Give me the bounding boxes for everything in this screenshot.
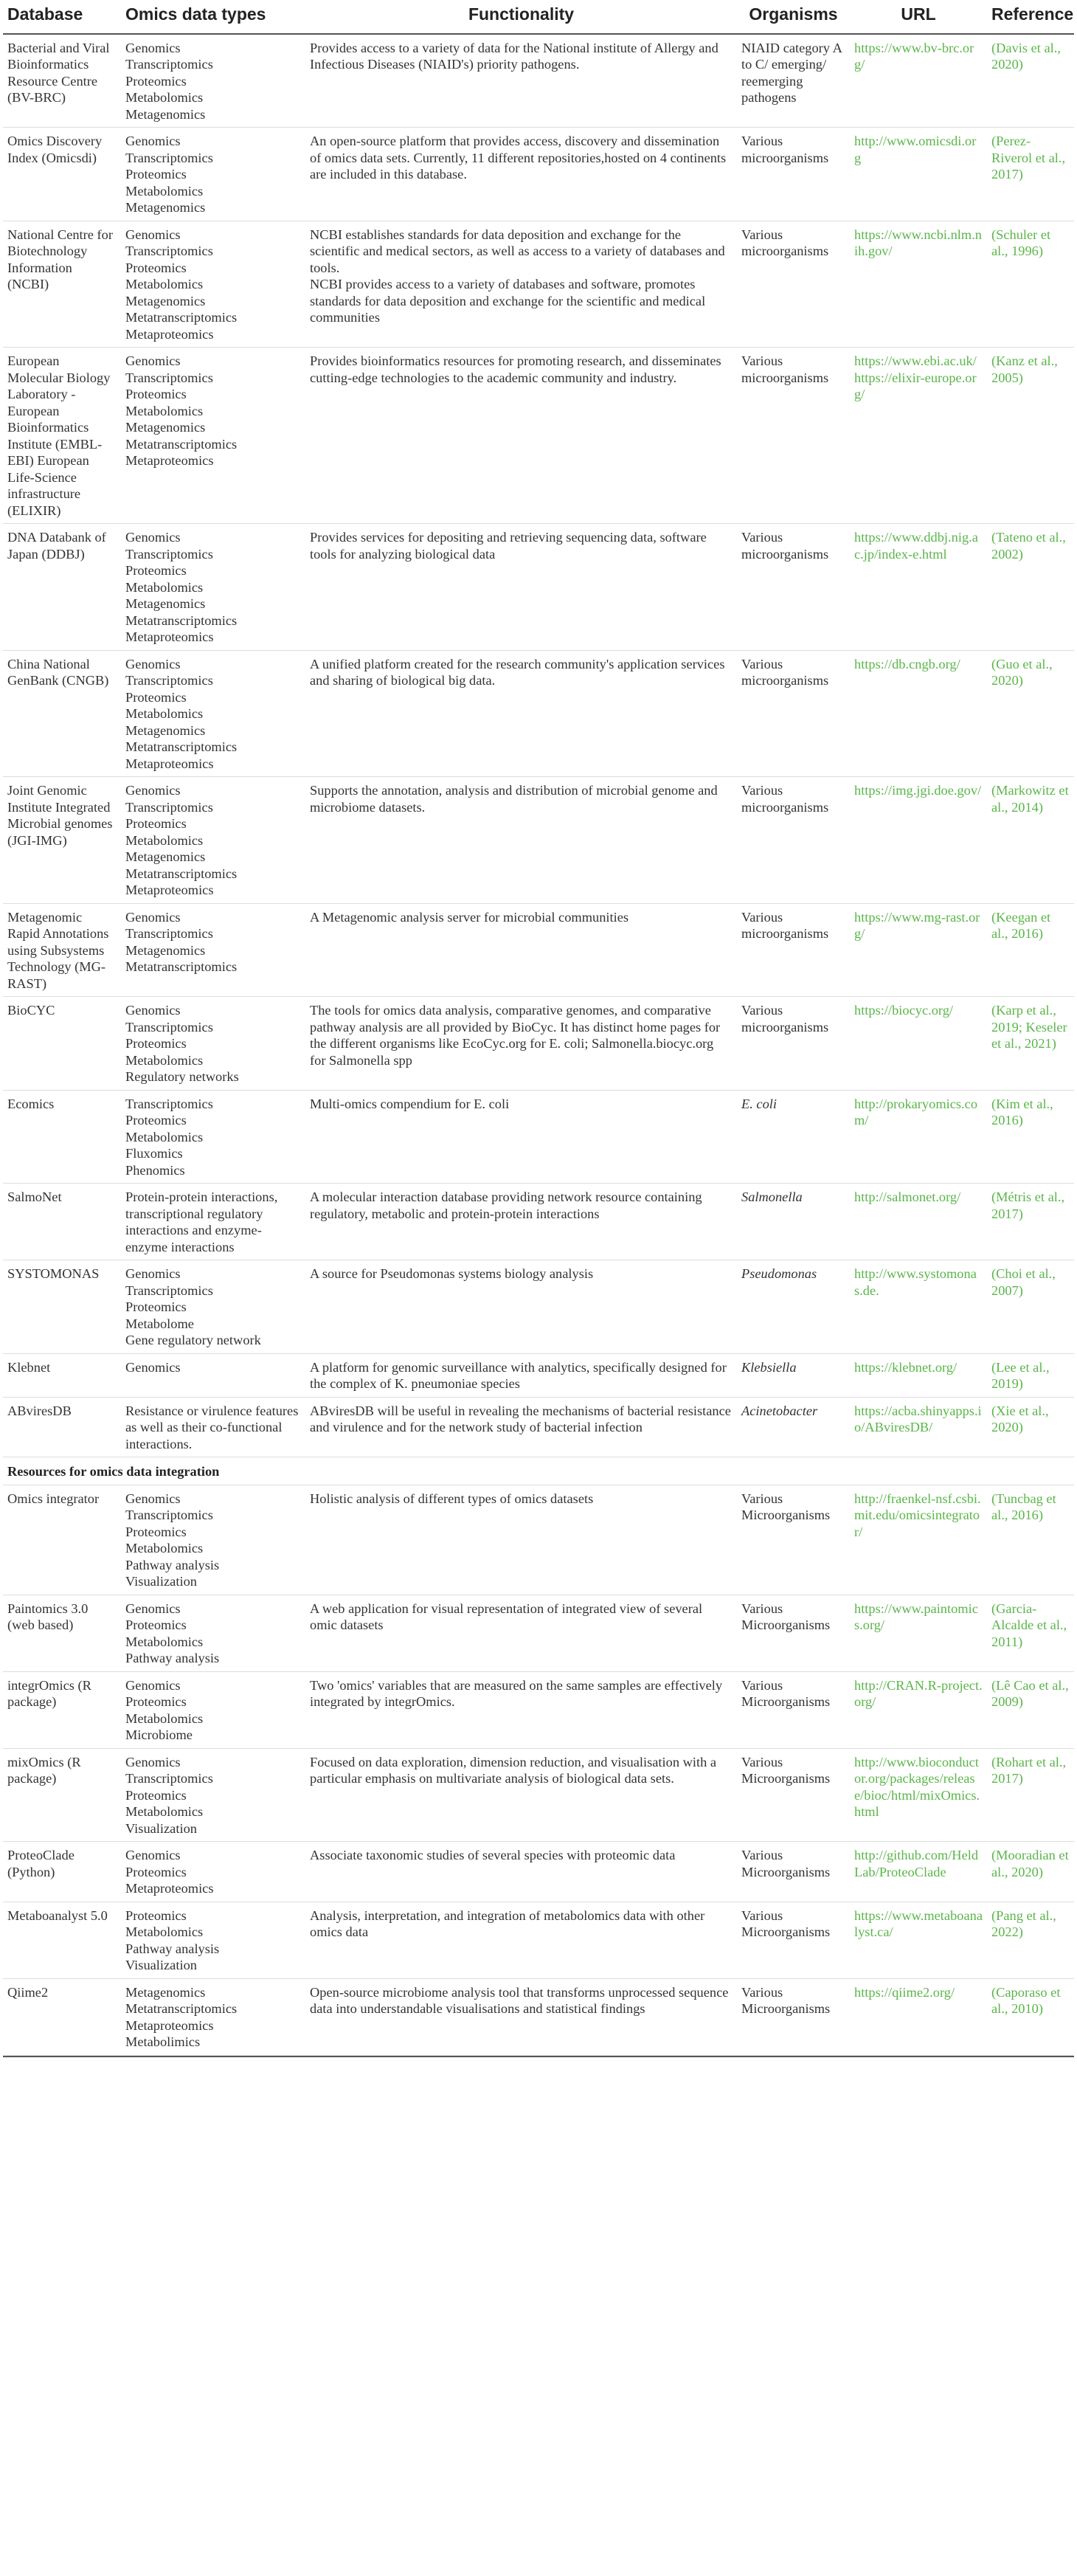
cell-url-link[interactable]: https://www.ebi.ac.uk/ https://elixir-europe.org/ — [850, 348, 987, 524]
omics-type: Metaproteomics — [125, 2017, 214, 2033]
cell-organisms: Various microorganisms — [737, 221, 850, 348]
omics-type: Genomics — [125, 1359, 181, 1375]
cell-url-link[interactable]: http://prokaryomics.com/ — [850, 1090, 987, 1184]
cell-functionality — [305, 1748, 737, 1842]
cell-functionality — [305, 777, 737, 904]
table-row — [3, 128, 1074, 221]
omics-type: Proteomics — [125, 1524, 187, 1539]
functionality-text: An open-source platform that provides access, discovery and dissemination of omics data sets. Currently, 11 different repositories,hosted on 4 continents are included in this database. — [310, 134, 727, 182]
omics-type: Transcriptomics — [125, 1282, 213, 1298]
cell-reference-link[interactable]: (Pang et al., 2022) — [987, 1902, 1074, 1978]
cell-omics-types — [121, 524, 305, 651]
omics-type: Metatranscriptomics — [125, 959, 238, 974]
cell-functionality — [305, 1485, 737, 1595]
cell-database: ABviresDB — [3, 1397, 121, 1457]
cell-database: Qiime2 — [3, 1978, 121, 2055]
cell-url-link[interactable]: http://www.systomonas.de. — [850, 1260, 987, 1354]
table-section-integration — [3, 1457, 1074, 1485]
omics-type: Metatranscriptomics — [125, 436, 238, 452]
omics-type: Genomics — [125, 1848, 181, 1862]
functionality-text: Two 'omics' variables that are measured on the same samples are effectively integrated by integrOmics. — [310, 1677, 723, 1709]
cell-omics-types — [121, 1748, 305, 1842]
cell-functionality — [305, 524, 737, 651]
header-organisms: Organisms — [737, 0, 850, 34]
cell-organisms: Various microorganisms — [737, 348, 850, 524]
cell-reference-link[interactable]: (Tateno et al., 2002) — [987, 524, 1074, 651]
omics-type: Genomics — [125, 134, 181, 148]
omics-type: Proteomics — [125, 1907, 187, 1923]
cell-functionality — [305, 128, 737, 221]
table-row — [3, 650, 1074, 777]
omics-type: Metabolomics — [125, 1924, 204, 1939]
omics-type: Metabolomics — [125, 90, 204, 105]
omics-type: Fluxomics — [125, 1146, 183, 1161]
cell-reference-link[interactable]: (Rohart et al., 2017) — [987, 1748, 1074, 1842]
omics-type: Transcriptomics — [125, 799, 213, 815]
omics-type: Transcriptomics — [125, 673, 213, 688]
omics-type: Proteomics — [125, 563, 187, 578]
omics-type: Metagenomics — [125, 722, 206, 738]
cell-url-link[interactable]: https://www.ncbi.nlm.nih.gov/ — [850, 221, 987, 348]
cell-organisms: Various Microorganisms — [737, 1902, 850, 1978]
omics-type: Pathway analysis — [125, 1941, 220, 1956]
omics-type: Metabolomics — [125, 1710, 204, 1726]
header-database: Database — [3, 0, 121, 34]
omics-type: Proteomics — [125, 689, 187, 705]
cell-omics-types — [121, 1671, 305, 1748]
omics-type: Metaproteomics — [125, 629, 214, 644]
cell-reference-link[interactable]: (Davis et al., 2020) — [987, 34, 1074, 128]
omics-type: Transcriptomics — [125, 57, 213, 72]
cell-url-link[interactable]: http://www.bioconductor.org/packages/release/bioc/html/mixOmics.html — [850, 1748, 987, 1842]
omics-type: Metagenomics — [125, 420, 206, 435]
omics-type: Proteomics — [125, 1036, 187, 1051]
omics-type: Metabolomics — [125, 579, 204, 595]
cell-url-link[interactable]: http://github.com/HeldLab/ProteoClade — [850, 1842, 987, 1902]
omics-type: Metabolomics — [125, 1804, 204, 1819]
omics-type: Metaproteomics — [125, 453, 214, 468]
cell-database: mixOmics (R package) — [3, 1748, 121, 1842]
cell-organisms: Various microorganisms — [737, 777, 850, 904]
cell-organisms: Various microorganisms — [737, 997, 850, 1091]
cell-functionality — [305, 1978, 737, 2055]
cell-functionality — [305, 1842, 737, 1902]
cell-functionality — [305, 1260, 737, 1354]
omics-type: Metabolomics — [125, 1634, 204, 1649]
omics-type: Transcriptomics — [125, 1096, 213, 1111]
cell-database: Bacterial and Viral Bioinformatics Resource Centre (BV-BRC) — [3, 34, 121, 128]
omics-type: Genomics — [125, 1491, 181, 1506]
omics-type: Proteomics — [125, 1694, 187, 1709]
cell-omics-types — [121, 1090, 305, 1184]
cell-database: Joint Genomic Institute Integrated Microbial genomes (JGI-IMG) — [3, 777, 121, 904]
omics-type: Metatranscriptomics — [125, 739, 238, 754]
omics-type: Proteomics — [125, 167, 187, 182]
cell-organisms: Acinetobacter — [737, 1397, 850, 1457]
cell-omics-types — [121, 997, 305, 1091]
cell-database: National Centre for Biotechnology Information (NCBI) — [3, 221, 121, 348]
functionality-text: Provides access to a variety of data for the National institute of Allergy and Infectious Diseases (NIAID's) priority pathogens. — [310, 40, 718, 72]
cell-organisms: Various microorganisms — [737, 650, 850, 777]
omics-type: Genomics — [125, 783, 181, 798]
table-row — [3, 1353, 1074, 1397]
cell-reference-link[interactable]: (Kim et al., 2016) — [987, 1090, 1074, 1184]
functionality-text: A source for Pseudomonas systems biology analysis — [310, 1266, 594, 1281]
omics-type: Proteomics — [125, 387, 187, 401]
cell-omics-types — [121, 1397, 305, 1457]
cell-organisms: Various Microorganisms — [737, 1978, 850, 2055]
functionality-text: Holistic analysis of different types of omics datasets — [310, 1491, 594, 1506]
cell-omics-types — [121, 1260, 305, 1354]
omics-type: Proteomics — [125, 1617, 187, 1632]
omics-type: Metagenomics — [125, 106, 206, 122]
cell-reference-link[interactable]: (Karp et al., 2019; Keseler et al., 2021) — [987, 997, 1074, 1091]
omics-type: Metabolomics — [125, 403, 204, 418]
cell-url-link[interactable]: https://qiime2.org/ — [850, 1978, 987, 2055]
table-row — [3, 1595, 1074, 1671]
table-row — [3, 524, 1074, 651]
cell-reference-link[interactable]: (Choi et al., 2007) — [987, 1260, 1074, 1354]
cell-database: ProteoClade (Python) — [3, 1842, 121, 1902]
cell-reference-link[interactable]: (Mooradian et al., 2020) — [987, 1842, 1074, 1902]
cell-omics-types — [121, 1485, 305, 1595]
cell-omics-types — [121, 1902, 305, 1978]
cell-url-link[interactable]: https://klebnet.org/ — [850, 1353, 987, 1397]
omics-type: Metabolomics — [125, 183, 204, 198]
omics-type: Resistance or virulence features as well as their co-functional interactions. — [125, 1403, 299, 1451]
cell-omics-types — [121, 128, 305, 221]
omics-type: Phenomics — [125, 1162, 185, 1178]
omics-type: Metabolimics — [125, 2034, 201, 2049]
cell-functionality — [305, 650, 737, 777]
functionality-text: A platform for genomic surveillance with analytics, specifically designed for the complex of K. pneumoniae species — [310, 1359, 727, 1391]
omics-type: Metagenomics — [125, 849, 206, 864]
omics-resources-table — [3, 0, 1074, 2056]
cell-organisms: Various microorganisms — [737, 128, 850, 221]
table-row — [3, 1397, 1074, 1457]
omics-type: Visualization — [125, 1574, 197, 1589]
cell-omics-types — [121, 777, 305, 904]
omics-type: Gene regulatory network — [125, 1333, 261, 1347]
omics-type: Proteomics — [125, 816, 187, 831]
omics-type: Proteomics — [125, 73, 187, 89]
cell-functionality — [305, 34, 737, 128]
cell-omics-types — [121, 1353, 305, 1397]
omics-type: Microbiome — [125, 1727, 193, 1742]
table-row — [3, 1090, 1074, 1184]
omics-type: Proteomics — [125, 260, 187, 275]
cell-organisms: Salmonella — [737, 1184, 850, 1260]
cell-database: Paintomics 3.0 (web based) — [3, 1595, 121, 1671]
cell-functionality — [305, 1671, 737, 1748]
cell-url-link[interactable]: http://fraenkel-nsf.csbi.mit.edu/omicsintegrator/ — [850, 1485, 987, 1595]
omics-type: Metabolomics — [125, 706, 204, 721]
cell-functionality — [305, 1902, 737, 1978]
cell-functionality — [305, 1184, 737, 1260]
header-omics: Omics data types — [121, 0, 305, 34]
table-bottom-rule — [3, 2056, 1074, 2057]
table-row — [3, 1902, 1074, 1978]
cell-url-link[interactable]: https://db.cngb.org/ — [850, 650, 987, 777]
functionality-text: ABviresDB will be useful in revealing the mechanisms of bacterial resistance and virulence and for the network study of bacterial infection — [310, 1403, 731, 1434]
omics-type: Metaproteomics — [125, 326, 214, 342]
functionality-text: A unified platform created for the research community's application services and sharing of biological big data. — [310, 656, 725, 688]
functionality-text: Provides bioinformatics resources for promoting research, and disseminates cutting-edge technologies to the academic community and industry. — [310, 353, 721, 385]
cell-omics-types — [121, 1184, 305, 1260]
table-body-databases — [3, 34, 1074, 1457]
functionality-text: Multi-omics compendium for E. coli — [310, 1096, 510, 1111]
omics-type: Genomics — [125, 1266, 181, 1281]
header-url: URL — [850, 0, 987, 34]
functionality-text: Supports the annotation, analysis and distribution of microbial genome and microbiome datasets. — [310, 783, 718, 815]
cell-reference-link[interactable]: (Perez-Riverol et al., 2017) — [987, 128, 1074, 221]
omics-type: Transcriptomics — [125, 1508, 213, 1522]
cell-organisms: Various microorganisms — [737, 524, 850, 651]
omics-type: Metabolomics — [125, 1052, 204, 1068]
header-row — [3, 0, 1074, 34]
omics-type: Proteomics — [125, 1864, 187, 1879]
cell-omics-types — [121, 650, 305, 777]
cell-reference-link[interactable]: (Keegan et al., 2016) — [987, 903, 1074, 997]
omics-type: Protein-protein interactions, transcriptional regulatory interactions and enzyme-enzyme interactions — [125, 1189, 278, 1254]
cell-organisms: Various Microorganisms — [737, 1485, 850, 1595]
omics-type: Transcriptomics — [125, 370, 213, 385]
omics-type: Genomics — [125, 909, 181, 925]
functionality-text: NCBI provides access to a variety of databases and software, promotes standards for data deposition and exchange for the scientific and medical communities — [310, 277, 706, 325]
omics-type: Transcriptomics — [125, 1019, 213, 1035]
cell-database: SalmoNet — [3, 1184, 121, 1260]
functionality-text: A web application for visual representation of integrated view of several omic datasets — [310, 1600, 703, 1632]
cell-reference-link[interactable]: (Schuler et al., 1996) — [987, 221, 1074, 348]
cell-reference-link[interactable]: (Métris et al., 2017) — [987, 1184, 1074, 1260]
table-row — [3, 997, 1074, 1091]
omics-type: Transcriptomics — [125, 546, 213, 562]
omics-type: Metatranscriptomics — [125, 2001, 238, 2016]
cell-omics-types — [121, 348, 305, 524]
omics-type: Proteomics — [125, 1787, 187, 1803]
cell-functionality — [305, 348, 737, 524]
omics-type: Regulatory networks — [125, 1069, 239, 1084]
cell-organisms: Pseudomonas — [737, 1260, 850, 1354]
cell-database: integrOmics (R package) — [3, 1671, 121, 1748]
table-row — [3, 1260, 1074, 1354]
omics-type: Genomics — [125, 530, 181, 545]
cell-omics-types — [121, 1978, 305, 2055]
cell-organisms: Klebsiella — [737, 1353, 850, 1397]
cell-reference-link[interactable]: (Tuncbag et al., 2016) — [987, 1485, 1074, 1595]
cell-reference-link[interactable]: (Guo et al., 2020) — [987, 650, 1074, 777]
cell-database: China National GenBank (CNGB) — [3, 650, 121, 777]
table-row — [3, 1842, 1074, 1902]
cell-database: Omics Discovery Index (Omicsdi) — [3, 128, 121, 221]
omics-type: Proteomics — [125, 1113, 187, 1128]
cell-organisms: Various Microorganisms — [737, 1595, 850, 1671]
cell-omics-types — [121, 1842, 305, 1902]
cell-functionality — [305, 1397, 737, 1457]
section-title: Resources for omics data integration — [3, 1457, 1074, 1485]
functionality-text: A molecular interaction database providing network resource containing regulatory, metabolic and protein-protein interactions — [310, 1189, 702, 1221]
omics-type: Pathway analysis — [125, 1557, 220, 1572]
cell-organisms: NIAID category A to C/ emerging/ reemerging pathogens — [737, 34, 850, 128]
omics-type: Metagenomics — [125, 1984, 206, 2000]
cell-reference-link[interactable]: (Lee et al., 2019) — [987, 1353, 1074, 1397]
omics-type: Transcriptomics — [125, 244, 213, 258]
omics-type: Genomics — [125, 227, 181, 242]
cell-url-link[interactable]: https://www.ddbj.nig.ac.jp/index-e.html — [850, 524, 987, 651]
functionality-text: A Metagenomic analysis server for microbial communities — [310, 909, 629, 925]
functionality-text: The tools for omics data analysis, comparative genomes, and comparative pathway analysis are all provided by BioCyc. It has distinct home pages for the different organisms like EcoCyc.org for E. coli; Salmonella.biocyc.org for Salmonella spp — [310, 1003, 721, 1068]
cell-database: Klebnet — [3, 1353, 121, 1397]
omics-type: Genomics — [125, 1003, 181, 1018]
table-row — [3, 348, 1074, 524]
cell-database: Omics integrator — [3, 1485, 121, 1595]
omics-type: Metabolomics — [125, 832, 204, 848]
omics-type: Metatranscriptomics — [125, 866, 238, 881]
table-row — [3, 1671, 1074, 1748]
header-reference: Reference — [987, 0, 1074, 34]
table-body-integration — [3, 1485, 1074, 2055]
table-row — [3, 777, 1074, 904]
cell-database: Ecomics — [3, 1090, 121, 1184]
omics-type: Metagenomics — [125, 942, 206, 958]
functionality-text: Associate taxonomic studies of several species with proteomic data — [310, 1848, 676, 1862]
table-row — [3, 1485, 1074, 1595]
cell-reference-link[interactable]: (Kanz et al., 2005) — [987, 348, 1074, 524]
omics-type: Transcriptomics — [125, 150, 213, 165]
omics-type: Metagenomics — [125, 596, 206, 611]
table-row — [3, 1978, 1074, 2055]
functionality-text: Open-source microbiome analysis tool that transforms unprocessed sequence data into understandable visualisations and statistical findings — [310, 1984, 729, 2016]
cell-organisms: Various Microorganisms — [737, 1671, 850, 1748]
omics-type: Genomics — [125, 1677, 181, 1693]
omics-type: Metabolomics — [125, 1541, 204, 1555]
omics-type: Genomics — [125, 1600, 181, 1616]
section-row — [3, 1457, 1074, 1485]
functionality-text: Provides services for depositing and retrieving sequencing data, software tools for analyzing biological data — [310, 530, 707, 562]
omics-type: Visualization — [125, 1820, 197, 1836]
omics-type: Metaproteomics — [125, 1881, 214, 1896]
cell-url-link[interactable]: https://biocyc.org/ — [850, 997, 987, 1091]
cell-functionality — [305, 1090, 737, 1184]
table-row — [3, 1748, 1074, 1842]
omics-type: Metabolomics — [125, 277, 204, 291]
omics-type: Visualization — [125, 1958, 197, 1972]
cell-reference-link[interactable]: (Markowitz et al., 2014) — [987, 777, 1074, 904]
omics-type: Proteomics — [125, 1299, 187, 1314]
cell-reference-link[interactable]: (Caporaso et al., 2010) — [987, 1978, 1074, 2055]
cell-url-link[interactable]: https://www.paintomics.org/ — [850, 1595, 987, 1671]
cell-url-link[interactable]: https://www.metaboanalyst.ca/ — [850, 1902, 987, 1978]
cell-database: BioCYC — [3, 997, 121, 1091]
omics-type: Pathway analysis — [125, 1651, 220, 1665]
omics-type: Metagenomics — [125, 200, 206, 215]
functionality-text: Analysis, interpretation, and integration of metabolomics data with other omics data — [310, 1907, 705, 1939]
omics-type: Metaproteomics — [125, 883, 214, 897]
cell-omics-types — [121, 34, 305, 128]
cell-organisms: Various Microorganisms — [737, 1748, 850, 1842]
omics-type: Genomics — [125, 353, 181, 368]
table-row — [3, 34, 1074, 128]
omics-type: Metagenomics — [125, 293, 206, 308]
omics-type: Genomics — [125, 656, 181, 671]
cell-database: Metagenomic Rapid Annotations using Subsystems Technology (MG-RAST) — [3, 903, 121, 997]
cell-reference-link[interactable]: (Xie et al., 2020) — [987, 1397, 1074, 1457]
table-row — [3, 1184, 1074, 1260]
table-row — [3, 221, 1074, 348]
cell-omics-types — [121, 221, 305, 348]
cell-url-link[interactable]: https://acba.shinyapps.io/ABviresDB/ — [850, 1397, 987, 1457]
cell-database: SYSTOMONAS — [3, 1260, 121, 1354]
cell-url-link[interactable]: https://www.mg-rast.org/ — [850, 903, 987, 997]
omics-type: Genomics — [125, 1754, 181, 1769]
header-functionality: Functionality — [305, 0, 737, 34]
omics-type: Transcriptomics — [125, 1771, 213, 1786]
omics-type: Metabolomics — [125, 1129, 204, 1144]
cell-reference-link[interactable]: (Garcia-Alcalde et al., 2011) — [987, 1595, 1074, 1671]
functionality-text: NCBI establishes standards for data deposition and exchange for the scientific and medical sectors, as well as access to a variety of databases and tools. — [310, 227, 725, 275]
omics-type: Metatranscriptomics — [125, 612, 238, 628]
cell-organisms: Various Microorganisms — [737, 1842, 850, 1902]
cell-functionality — [305, 997, 737, 1091]
cell-url-link[interactable]: http://CRAN.R-project.org/ — [850, 1671, 987, 1748]
omics-type: Transcriptomics — [125, 926, 213, 941]
cell-organisms: Various microorganisms — [737, 903, 850, 997]
cell-functionality — [305, 903, 737, 997]
functionality-text: Focused on data exploration, dimension reduction, and visualisation with a particular emphasis on multivariate analysis of biological data sets. — [310, 1754, 717, 1786]
cell-url-link[interactable]: https://img.jgi.doe.gov/ — [850, 777, 987, 904]
cell-database: European Molecular Biology Laboratory - European Bioinformatics Institute (EMBL-EBI) European Life-Science infrastructure (ELIXIR) — [3, 348, 121, 524]
omics-type: Metabolome — [125, 1316, 194, 1331]
cell-url-link[interactable]: http://salmonet.org/ — [850, 1184, 987, 1260]
cell-database: DNA Databank of Japan (DDBJ) — [3, 524, 121, 651]
cell-functionality — [305, 1595, 737, 1671]
omics-type: Metaproteomics — [125, 756, 214, 771]
cell-organisms: E. coli — [737, 1090, 850, 1184]
table-row — [3, 903, 1074, 997]
cell-url-link[interactable]: http://www.omicsdi.org — [850, 128, 987, 221]
cell-database: Metaboanalyst 5.0 — [3, 1902, 121, 1978]
cell-omics-types — [121, 903, 305, 997]
cell-functionality — [305, 1353, 737, 1397]
cell-omics-types — [121, 1595, 305, 1671]
omics-type: Metatranscriptomics — [125, 310, 238, 325]
omics-type: Genomics — [125, 40, 181, 55]
cell-reference-link[interactable]: (Lê Cao et al., 2009) — [987, 1671, 1074, 1748]
cell-url-link[interactable]: https://www.bv-brc.org/ — [850, 34, 987, 128]
cell-functionality — [305, 221, 737, 348]
